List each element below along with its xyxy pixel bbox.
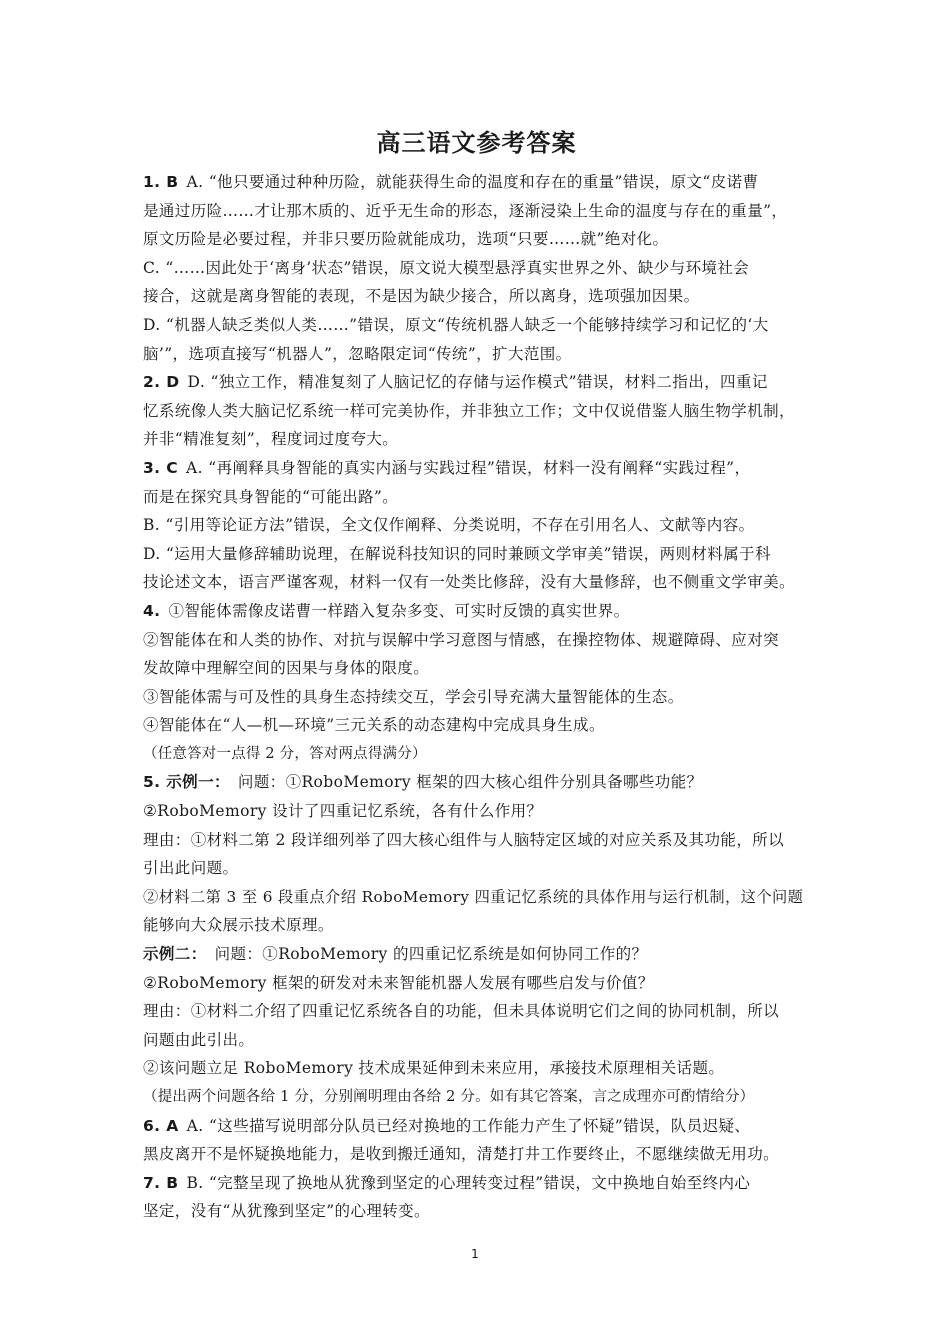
- answer-text: ②智能体在和人类的协作、对抗与误解中学习意图与情感，在操控物体、规避障碍、应对突: [143, 630, 780, 649]
- answer-text: 接合，这就是离身智能的表现，不是因为缺少接合，所以离身，选项强加因果。: [143, 287, 700, 306]
- answer-text: D. “独立工作，精准复刻了人脑记忆的存储与运作模式”错误，材料二指出，四重记: [187, 373, 768, 392]
- answer-line: [143, 197, 810, 226]
- answer-content: [143, 168, 810, 1226]
- answer-line: [143, 397, 810, 426]
- answer-line: [143, 483, 810, 512]
- answer-line: [143, 911, 810, 940]
- answer-line: [143, 340, 810, 369]
- answer-line: [143, 425, 810, 454]
- answer-text: 是通过历险……才让那木质的、近乎无生命的形态，逐渐浸染上生命的温度与存在的重量”，: [143, 201, 788, 220]
- answer-line: [143, 854, 810, 883]
- answer-line: [143, 1026, 810, 1055]
- question-number: 1. B: [143, 173, 179, 191]
- answer-line: [143, 225, 810, 254]
- answer-line: [143, 254, 810, 283]
- answer-line: [143, 683, 810, 712]
- answer-text: ②RoboMemory 设计了四重记忆系统，各有什么作用？: [143, 802, 543, 821]
- answer-line: [143, 540, 810, 569]
- answer-line: [143, 1169, 810, 1198]
- answer-text: D. “运用大量修辞辅助说理，在解说科技知识的同时兼顾文学审美”错误，两则材料属于科: [143, 544, 771, 563]
- answer-line: [143, 511, 810, 540]
- answer-text: 而是在探究具身智能的“可能出路”。: [143, 487, 399, 506]
- answer-text: 忆系统像人类大脑记忆系统一样可完美协作，并非独立工作；文中仅说借鉴人脑生物学机制，: [143, 401, 795, 420]
- answer-line: [143, 826, 810, 855]
- answer-line: [143, 454, 810, 483]
- answer-text: 黑皮离开不是怀疑换地能力，是收到搬迁通知，清楚打井工作要终止，不愿继续做无用功。: [143, 1145, 780, 1164]
- answer-text: 并非“精准复刻”，程度词过度夸大。: [143, 430, 399, 449]
- answer-text: D. “机器人缺乏类似人类……”错误，原文“传统机器人缺乏一个能够持续学习和记忆的‘大: [143, 315, 769, 334]
- question-number: 3. C: [143, 458, 179, 477]
- answer-text: A. “这些描写说明部分队员已经对换地的工作能力产生了怀疑”错误，队员迟疑、: [186, 1116, 751, 1135]
- answer-line: [143, 1140, 810, 1169]
- question-number: 5. 示例一：: [143, 773, 230, 792]
- answer-text: A. “他只要通过种种历险，就能获得生命的温度和存在的重量”错误，原文“皮诺曹: [186, 173, 759, 191]
- answer-line: [143, 568, 810, 597]
- question-number: 示例二：: [143, 945, 207, 964]
- answer-text: （任意答对一点得 2 分，答对两点得满分）: [143, 745, 427, 762]
- answer-line: [143, 1054, 810, 1083]
- answer-line: [143, 740, 810, 769]
- answer-text: ④智能体在“人—机—环境”三元关系的动态建构中完成具身生成。: [143, 716, 605, 735]
- answer-text: 理由：①材料二介绍了四重记忆系统各自的功能，但未具体说明它们之间的协同机制，所以: [143, 1002, 780, 1021]
- answer-text: 问题由此引出。: [143, 1030, 255, 1049]
- answer-text: 引出此问题。: [143, 859, 239, 878]
- answer-text: 技论述文本，语言严谨客观，材料一仅有一处类比修辞，没有大量修辞，也不侧重文学审美。: [143, 573, 795, 592]
- answer-line: [143, 768, 810, 797]
- answer-line: [143, 368, 810, 397]
- answer-text: （提出两个问题各给 1 分，分别阐明理由各给 2 分。如有其它答案，言之成理亦可酌情给分）: [143, 1089, 755, 1105]
- answer-text: 脑’”，选项直接写“机器人”，忽略限定词“传统”，扩大范围。: [143, 344, 572, 363]
- answer-text: ②RoboMemory 框架的研发对未来智能机器人发展有哪些启发与价值？: [143, 973, 654, 992]
- page-title: 高三语文参考答案: [376, 128, 577, 157]
- answer-line: [143, 654, 810, 683]
- answer-line: [143, 969, 810, 998]
- answer-line: [143, 626, 810, 655]
- answer-line: [143, 940, 810, 969]
- question-number: 4.: [143, 601, 161, 620]
- answer-text: 坚定，没有“从犹豫到坚定”的心理转变。: [143, 1202, 430, 1221]
- answer-line: [143, 997, 810, 1026]
- answer-text: 能够向大众展示技术原理。: [143, 916, 334, 935]
- answer-text: 原文历险是必要过程，并非只要历险就能成功，选项“只要……就”绝对化。: [143, 230, 669, 249]
- question-number: 7. B: [143, 1173, 179, 1192]
- answer-text: C. “……因此处于‘离身’状态”错误，原文说大模型悬浮真实世界之外、缺少与环境社会: [143, 258, 750, 277]
- answer-text: 理由：①材料二第 2 段详细列举了四大核心组件与人脑特定区域的对应关系及其功能，所以: [143, 830, 785, 849]
- answer-text: ②材料二第 3 至 6 段重点介绍 RoboMemory 四重记忆系统的具体作用与运行机制，这个问题: [143, 887, 804, 906]
- answer-line: [143, 168, 810, 197]
- answer-line: [143, 282, 810, 311]
- answer-line: [143, 311, 810, 340]
- answer-line: [143, 797, 810, 826]
- answer-text: ②该问题立足 RoboMemory 技术成果延伸到未来应用，承接技术原理相关话题。: [143, 1059, 725, 1078]
- answer-text: 问题：①RoboMemory 框架的四大核心组件分别具备哪些功能？: [237, 773, 703, 792]
- answer-line: [143, 597, 810, 626]
- answer-line: [143, 1112, 810, 1141]
- answer-text: 发故障中理解空间的因果与身体的限度。: [143, 659, 430, 678]
- answer-text: ①智能体需像皮诺曹一样踏入复杂多变、可实时反馈的真实世界。: [168, 601, 630, 620]
- answer-line: [143, 883, 810, 912]
- answer-line: [143, 711, 810, 740]
- answer-text: ③智能体需与可及性的具身生态持续交互，学会引导充满大量智能体的生态。: [143, 687, 684, 706]
- answer-text: A. “再阐释具身智能的真实内涵与实践过程”错误，材料一没有阐释“实践过程”，: [186, 458, 751, 477]
- page-number: 1: [471, 1247, 479, 1261]
- answer-text: B. “引用等论证方法”错误，全文仅作阐释、分类说明，不存在引用名人、文献等内容。: [143, 516, 755, 535]
- answer-text: 问题：①RoboMemory 的四重记忆系统是如何协同工作的？: [214, 945, 648, 964]
- question-number: 2. D: [143, 373, 180, 392]
- answer-line: [143, 1083, 810, 1112]
- answer-line: [143, 1197, 810, 1226]
- answer-text: B. “完整呈现了换地从犹豫到坚定的心理转变过程”错误，文中换地自始至终内心: [186, 1173, 751, 1192]
- question-number: 6. A: [143, 1116, 179, 1135]
